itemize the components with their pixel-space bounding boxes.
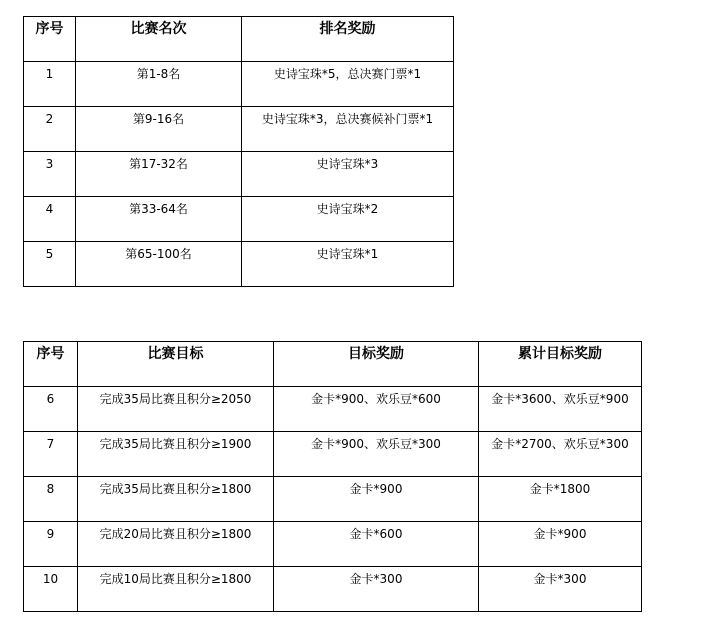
header-target: 比赛目标 [78,342,274,387]
table-row [24,242,454,287]
table-row [24,197,454,242]
cell-reward: 金卡*300 [274,567,479,612]
cell-index: 5 [24,242,76,287]
cell-rank: 第9-16名 [76,107,242,152]
cell-reward: 史诗宝珠*3 [242,152,454,197]
cell-index: 6 [24,387,78,432]
cell-rank: 第1-8名 [76,62,242,107]
cell-target: 完成35局比赛且积分≥1900 [78,432,274,477]
cell-target: 完成20局比赛且积分≥1800 [78,522,274,567]
cell-cumulative: 金卡*300 [479,567,642,612]
cell-index: 8 [24,477,78,522]
table-row [24,107,454,152]
cell-rank: 第33-64名 [76,197,242,242]
header-index: 序号 [24,17,76,62]
cell-rank: 第65-100名 [76,242,242,287]
header-cumulative-reward: 累计目标奖励 [479,342,642,387]
table-header-row [24,342,642,387]
table-row [24,387,642,432]
cell-cumulative: 金卡*900 [479,522,642,567]
cell-index: 7 [24,432,78,477]
table-row [24,522,642,567]
header-rank: 比赛名次 [76,17,242,62]
cell-reward: 史诗宝珠*1 [242,242,454,287]
cell-index: 3 [24,152,76,197]
cell-reward: 史诗宝珠*2 [242,197,454,242]
cell-cumulative: 金卡*3600、欢乐豆*900 [479,387,642,432]
cell-reward: 金卡*900、欢乐豆*300 [274,432,479,477]
header-index: 序号 [24,342,78,387]
cell-cumulative: 金卡*1800 [479,477,642,522]
header-target-reward: 目标奖励 [274,342,479,387]
header-rank-reward: 排名奖励 [242,17,454,62]
cell-reward: 史诗宝珠*5，总决赛门票*1 [242,62,454,107]
cell-reward: 金卡*900、欢乐豆*600 [274,387,479,432]
table-row [24,567,642,612]
cell-target: 完成35局比赛且积分≥2050 [78,387,274,432]
cell-reward: 金卡*900 [274,477,479,522]
cell-index: 9 [24,522,78,567]
table-row [24,477,642,522]
table-header-row [24,17,454,62]
cell-index: 4 [24,197,76,242]
cell-index: 2 [24,107,76,152]
cell-target: 完成35局比赛且积分≥1800 [78,477,274,522]
table-row [24,432,642,477]
table-row [24,152,454,197]
cell-target: 完成10局比赛且积分≥1800 [78,567,274,612]
ranking-reward-table [23,16,454,287]
cell-cumulative: 金卡*2700、欢乐豆*300 [479,432,642,477]
cell-index: 10 [24,567,78,612]
cell-index: 1 [24,62,76,107]
target-reward-table [23,341,642,612]
cell-rank: 第17-32名 [76,152,242,197]
cell-reward: 史诗宝珠*3，总决赛候补门票*1 [242,107,454,152]
table-row [24,62,454,107]
cell-reward: 金卡*600 [274,522,479,567]
